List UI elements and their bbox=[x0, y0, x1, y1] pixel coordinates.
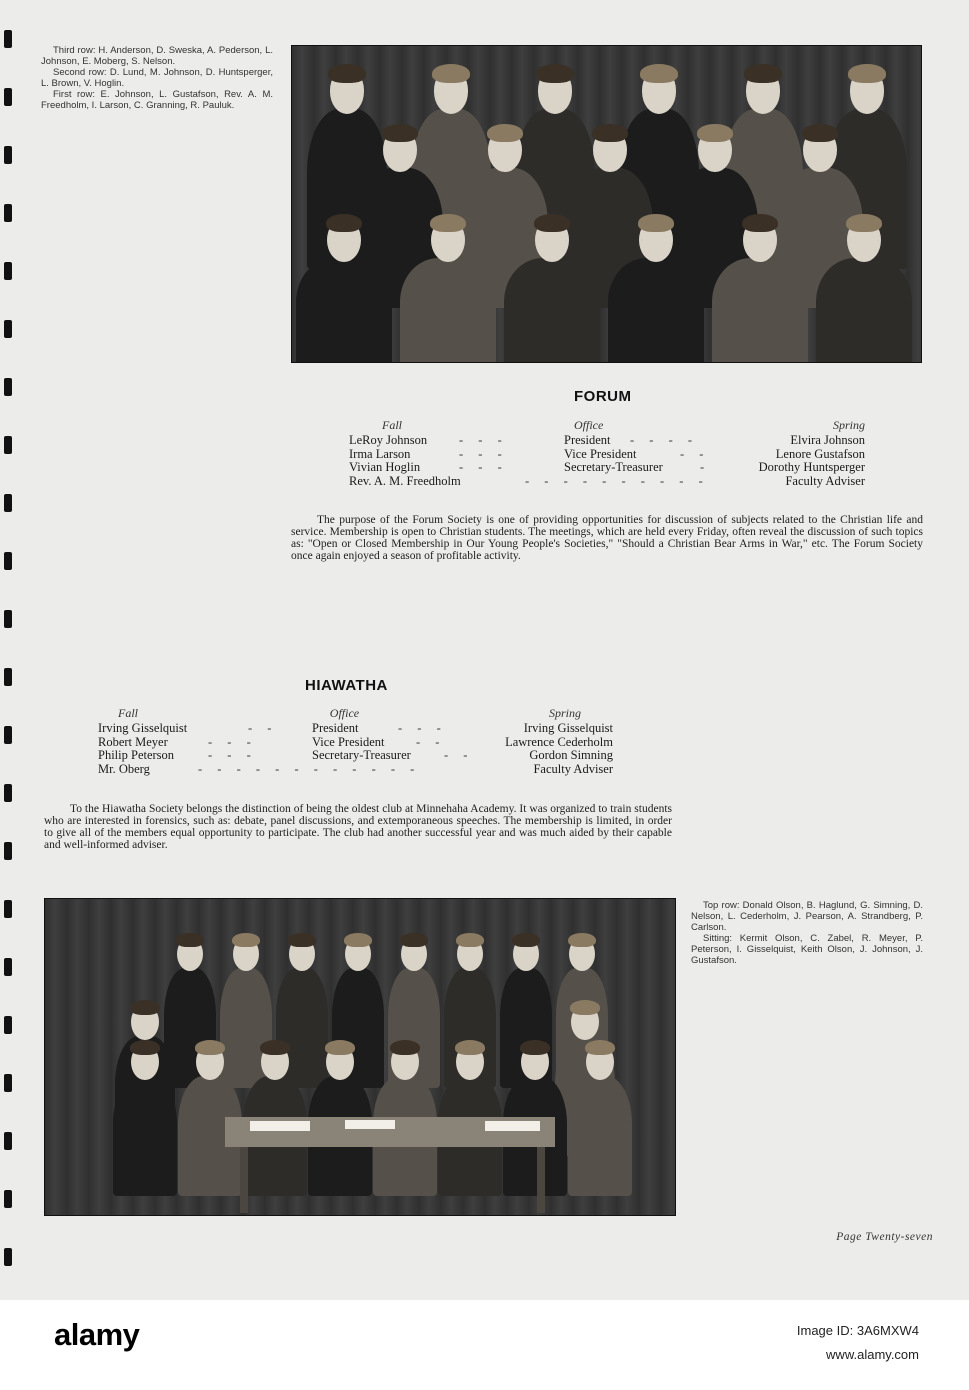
caption-third-row: Third row: H. Anderson, D. Sweska, A. Pederson, L. Johnson, E. Moberg, S. Nelson. bbox=[41, 45, 273, 67]
caption-second-row: Second row: D. Lund, M. Johnson, D. Huntsperger, L. Brown, V. Hoglin. bbox=[41, 67, 273, 89]
forum-group-photo bbox=[291, 45, 922, 363]
header-office: Office bbox=[574, 418, 604, 432]
hiawatha-photo-caption bbox=[691, 900, 923, 966]
forum-description: The purpose of the Forum Society is one of providing opportunities for discussion of subjects related to the Christian life and service. Membership is open to Christian students. The meetings, which are held every Friday, often reveal the discussion of such topics as: "Open or Closed Membership in Our Young People's Societies," "Should a Christian Bear Arms in War," etc. The Forum Society once again enjoyed a season of profitable activity. bbox=[291, 514, 923, 562]
alamy-logo[interactable]: alamy bbox=[54, 1317, 140, 1352]
forum-officer-row: LeRoy Johnson - - - President - - - - Elvira Johnson bbox=[349, 433, 865, 447]
watermark-bar bbox=[0, 1300, 969, 1390]
hiawatha-description: To the Hiawatha Society belongs the distinction of being the oldest club at Minnehaha Academy. It was organized to train students who are interested in forensics, such as: debate, panel discussions, and extemporaneous speeches. The membership is limited, in order to give all of the members equal opportunity to participate. The club had another successful year and was much aided by their capable and well-informed adviser. bbox=[44, 803, 672, 851]
forum-title: FORUM bbox=[574, 388, 632, 405]
caption-sitting: Sitting: Kermit Olson, C. Zabel, R. Meyer, P. Peterson, I. Gisselquist, Keith Olson, J. Johnson, J. Gustafson. bbox=[691, 933, 923, 966]
spiral-binding bbox=[0, 0, 16, 1300]
hiawatha-officer-row: Irving Gisselquist - - President - - - Irving Gisselquist bbox=[98, 721, 613, 735]
hiawatha-officers-table bbox=[98, 704, 613, 776]
hiawatha-officer-row: Philip Peterson - - - Secretary-Treasurer - - Gordon Simning bbox=[98, 748, 613, 763]
hiawatha-group-photo bbox=[44, 898, 676, 1216]
hiawatha-title: HIAWATHA bbox=[305, 677, 388, 694]
forum-officer-row: Irma Larson - - - Vice President - - Lenore Gustafson bbox=[349, 446, 865, 461]
forum-officer-row: Vivian Hoglin - - - Secretary-Treasurer - Dorothy Huntsperger bbox=[349, 460, 865, 475]
forum-officer-row: Rev. A. M. Freedholm - - - - - - - - - - Faculty Adviser bbox=[349, 473, 865, 488]
page-number: Page Twenty-seven bbox=[836, 1231, 933, 1243]
caption-top-row: Top row: Donald Olson, B. Haglund, G. Simning, D. Nelson, L. Cederholm, J. Pearson, A. Strandberg, P. Carlson. bbox=[691, 900, 923, 933]
header-spring: Spring bbox=[832, 418, 865, 432]
image-id: Image ID: 3A6MXW4 bbox=[796, 1323, 919, 1338]
alamy-url[interactable]: www.alamy.com bbox=[826, 1347, 919, 1362]
header-office: Office bbox=[329, 706, 360, 720]
hiawatha-officers-header bbox=[98, 704, 613, 722]
header-fall: Fall bbox=[382, 418, 402, 432]
forum-officers-header bbox=[349, 416, 865, 434]
hiawatha-officer-row: Robert Meyer - - - Vice President - - Lawrence Cederholm bbox=[98, 734, 613, 749]
forum-photo-caption bbox=[41, 45, 273, 111]
forum-officers-table bbox=[349, 416, 865, 488]
caption-first-row: First row: E. Johnson, L. Gustafson, Rev. A. M. Freedholm, I. Larson, C. Granning, R. Pauluk. bbox=[41, 89, 273, 111]
header-fall: Fall bbox=[118, 706, 138, 720]
header-spring: Spring bbox=[548, 706, 581, 720]
hiawatha-officer-row: Mr. Oberg - - - - - - - - - - - - Faculty Adviser bbox=[98, 761, 613, 776]
